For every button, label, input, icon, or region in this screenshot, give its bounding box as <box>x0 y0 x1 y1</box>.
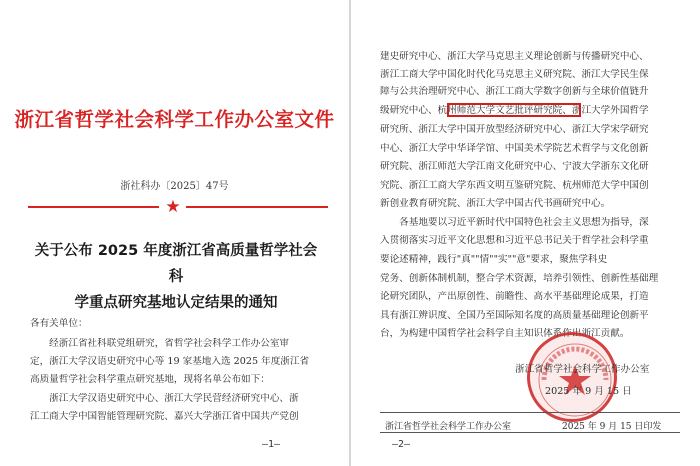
body-line: 中心、浙江大学中华译学馆、中国美术学院艺术哲学与文化创新 <box>380 143 649 154</box>
footer-issuer: 浙江省哲学社会科学工作办公室 <box>385 422 512 432</box>
body-line: 障与公共治理研究中心、浙江工商大学数字创新与全球价值链升 <box>380 86 649 97</box>
body-line: 江工商大学中国智能管理研究院、嘉兴大学浙江省中国共产党创 <box>30 411 299 422</box>
body-line: 定，浙江大学汉语史研究中心等 19 家基地入选 2025 年度浙江省 <box>30 356 310 367</box>
body-line: 高质量哲学社会科学重点研究基地，现将名单公布如下： <box>30 374 270 385</box>
body-line: 浙江大学汉语史研究中心、浙江大学民营经济研究中心、浙 <box>30 393 299 404</box>
body-line: 台，为构建中国哲学社会科学自主知识体系作出浙江贡献。 <box>380 328 630 339</box>
body-line: 新创业教育研究院、浙江大学中国古代书画研究中心。 <box>380 198 611 209</box>
red-rule-left <box>28 206 159 208</box>
signature-date: 2025 年 9 月 15 日 <box>545 386 632 397</box>
notice-title-line-2: 学重点研究基地认定结果的通知 <box>74 295 278 311</box>
signature-organization: 浙江省哲学社会科学工作办公室 <box>515 364 650 375</box>
document-number: 浙社科办〔2025〕47号 <box>120 181 229 192</box>
body-line: 研究院、浙江师范大学江南文化研究中心、宁波大学浙东文化研 <box>380 161 649 172</box>
body-line: 究院、浙江工商大学东西文明互鉴研究院、杭州师范大学中国创 <box>380 180 649 191</box>
body-line: 建史研究中心、浙江大学马克思主义理论创新与传播研究中心、 <box>380 51 649 62</box>
notice-title-line-1: 关于公布 2025 年度浙江省高质量哲学社会科 <box>34 243 318 285</box>
page-number-1: —1— <box>262 439 281 450</box>
footer-issue-date: 2025 年 9 月 15 日印发 <box>562 422 662 432</box>
official-seal <box>527 332 617 422</box>
body-line: 具有浙江辨识度、全国乃至国际知名度的高质量基础理论创新平 <box>380 310 649 321</box>
red-rule-right <box>186 206 328 208</box>
body-line: 入贯彻落实习近平文化思想和习近平总书记关于哲学社会科学重 <box>380 235 649 246</box>
body-line: 研究所、浙江大学中国开放型经济研究中心、浙江大学宋学研究 <box>380 124 649 135</box>
document-header-title: 浙江省哲学社会科学工作办公室文件 <box>14 108 335 131</box>
body-line: 浙江工商大学中国化时代化马克思主义研究院、浙江大学民生保 <box>380 69 649 80</box>
highlight-box <box>447 103 581 117</box>
page-number-2: —2— <box>392 439 411 450</box>
salutation: 各有关单位： <box>30 318 88 329</box>
notice-title <box>28 238 324 316</box>
body-line: 论研究团队，产出原创性、前瞻性、高水平基础理论成果，打造 <box>380 291 649 302</box>
footer-rule-top <box>380 412 680 413</box>
body-line: 要论述精神，践行"真""情""实""意"要求，聚焦学科史 <box>380 254 608 265</box>
body-line: 各基地要以习近平新时代中国特色社会主义思想为指导，深 <box>380 217 649 228</box>
body-line: 党务、创新体制机制，整合学术资源，培养引领性、创新性基础理 <box>380 273 659 284</box>
footer-rule-bottom <box>380 432 680 433</box>
body-line: 经浙江省社科联党组研究，省哲学社会科学工作办公室审 <box>30 338 290 349</box>
red-star-icon: ★ <box>165 197 181 217</box>
body-line: 级研究中心、杭州师范大学文艺批评研究院、浙江大学外国哲学 <box>380 105 649 116</box>
